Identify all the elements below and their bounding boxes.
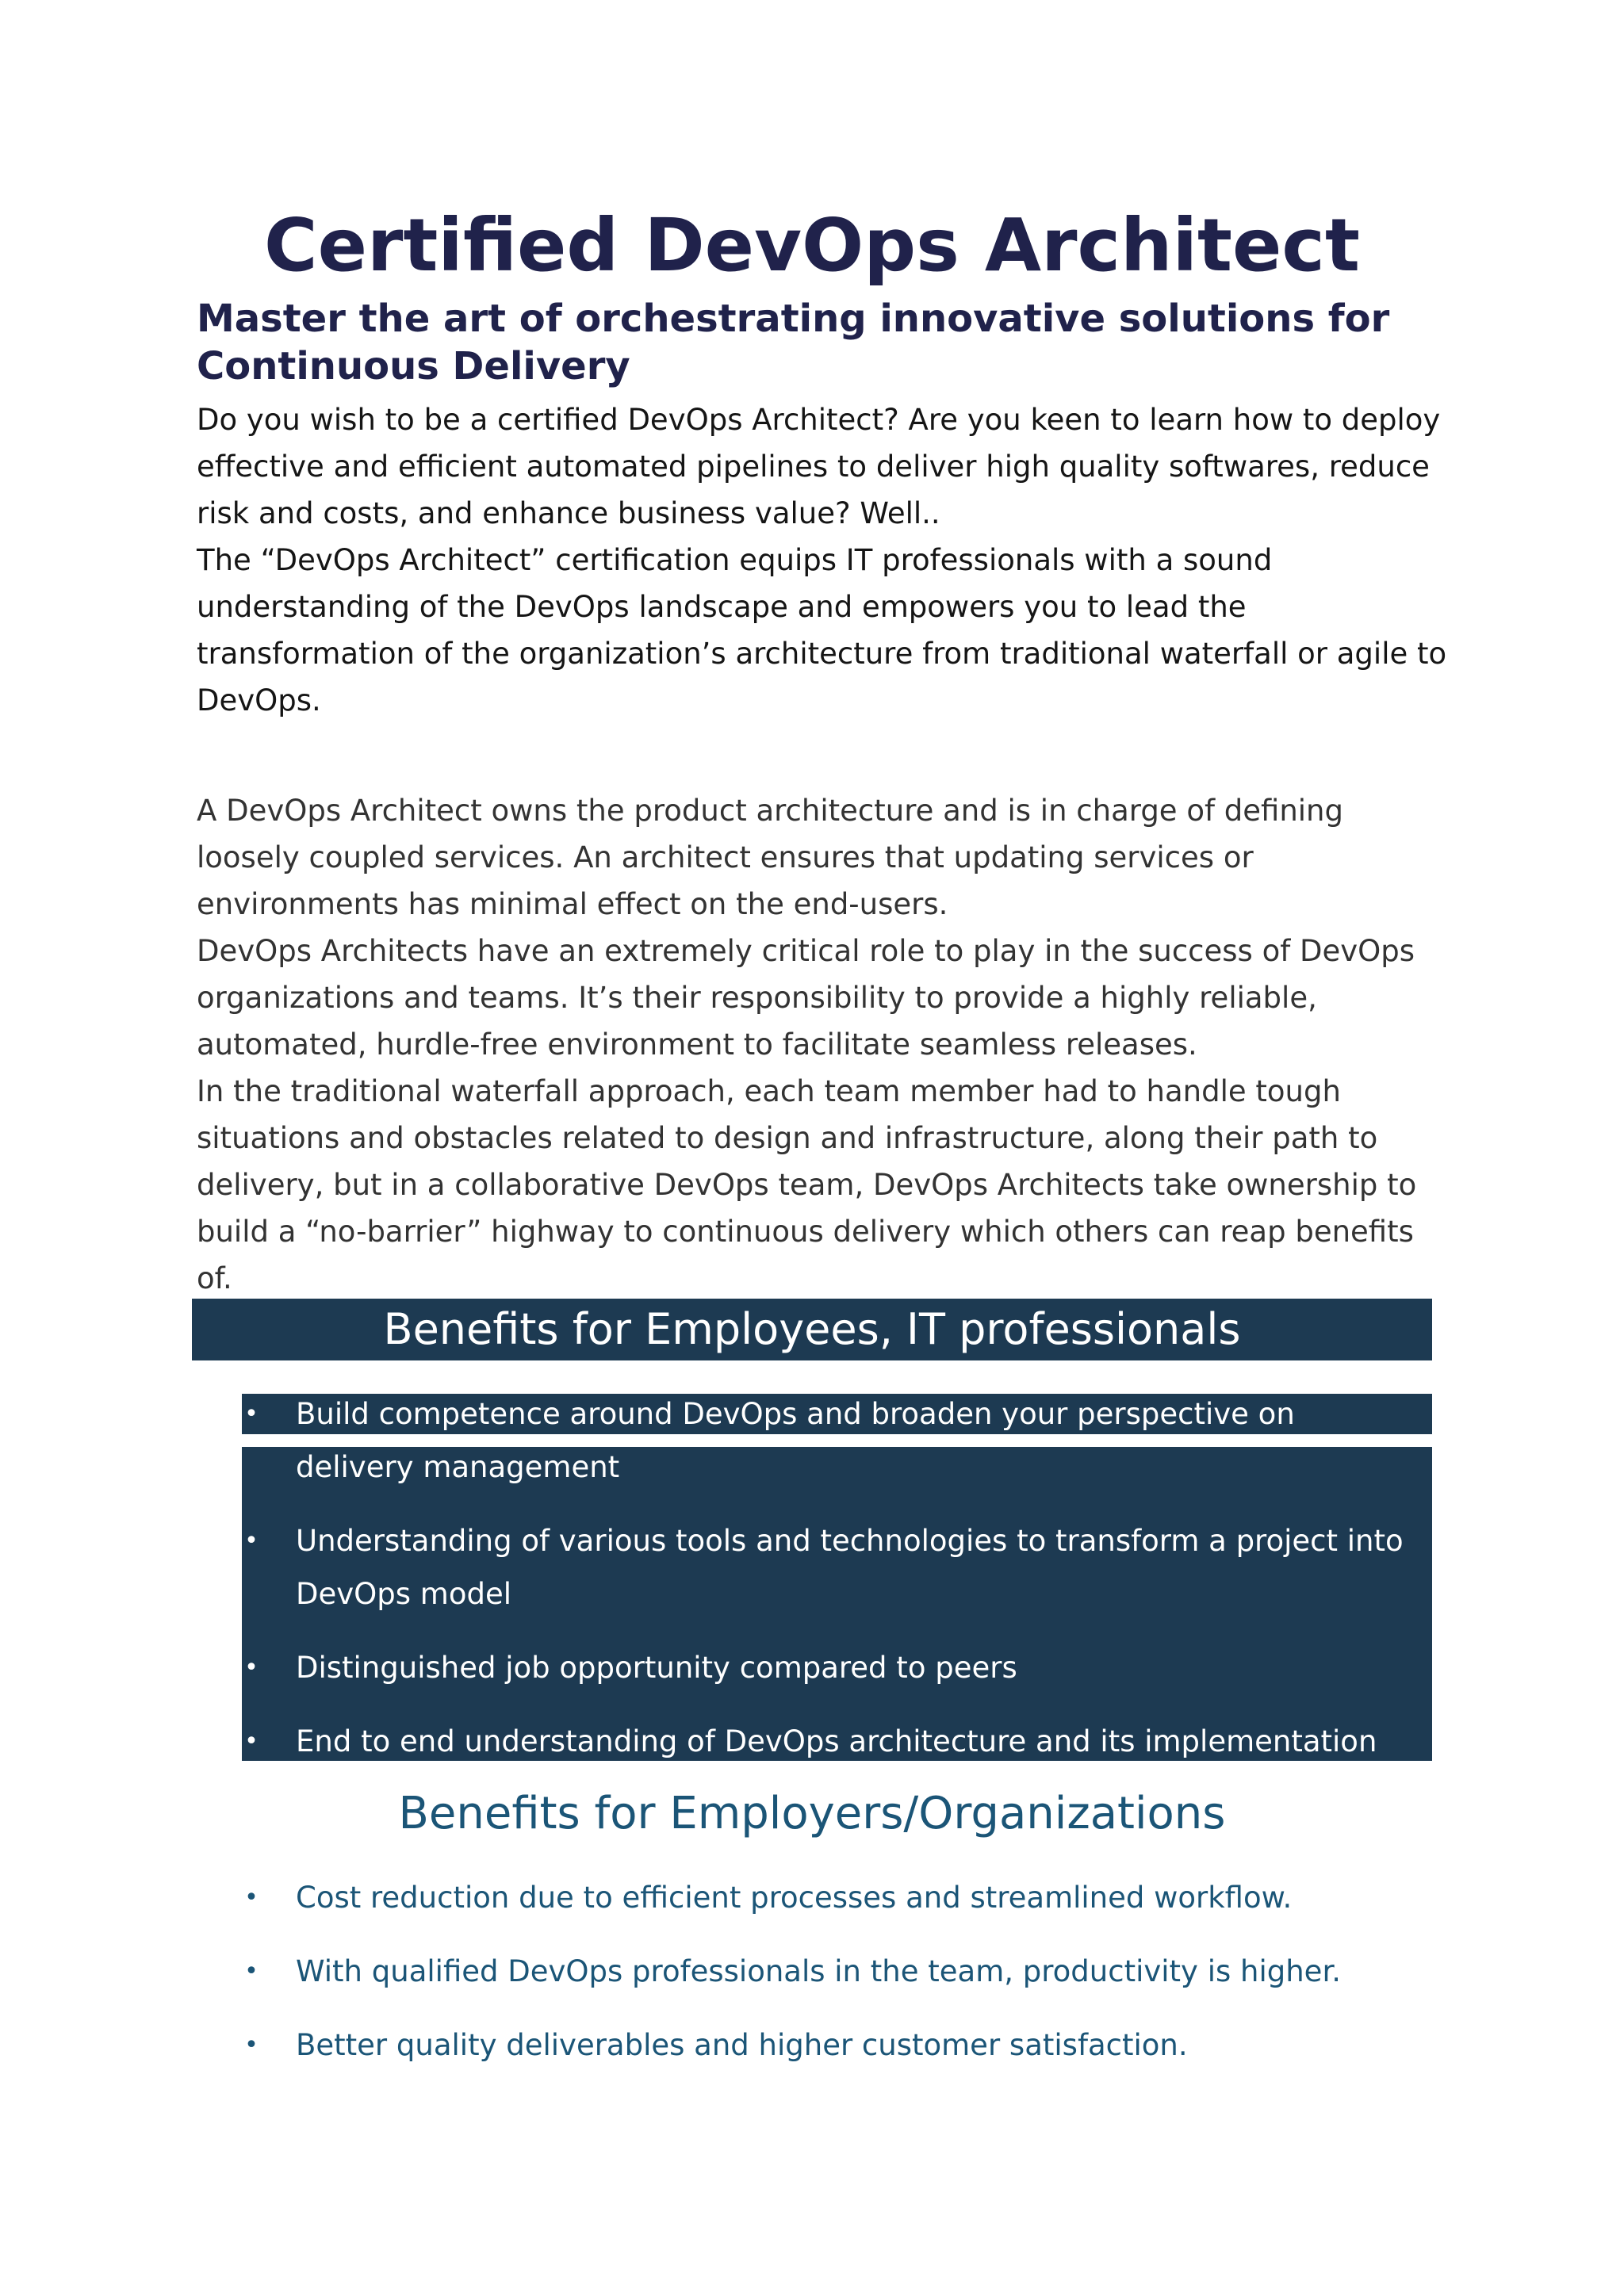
list-item bbox=[242, 1715, 1415, 1768]
intro-section bbox=[197, 396, 1450, 724]
list-item-text: Build competence around DevOps and broaden your perspective on delivery management bbox=[296, 1397, 1295, 1484]
employees-section-heading: Benefits for Employees, IT professionals bbox=[383, 1304, 1241, 1354]
list-item bbox=[242, 1871, 1415, 1924]
bullet-icon: • bbox=[244, 1884, 259, 1911]
employers-section-heading: Benefits for Employers/Organizations bbox=[398, 1788, 1226, 1839]
list-item-text: Better quality deliverables and higher customer satisfaction. bbox=[296, 2028, 1188, 2062]
bullet-icon: • bbox=[244, 2031, 259, 2059]
list-item bbox=[242, 2019, 1415, 2072]
page-subtitle: Master the art of orchestrating innovative solutions for Continuous Delivery bbox=[197, 297, 1390, 388]
list-item-text: End to end understanding of DevOps architecture and its implementation bbox=[296, 1724, 1377, 1758]
body-paragraph: A DevOps Architect owns the product architecture and is in charge of defining loosely coupled services. An architect ensures that updating services or environments has minimal effect on the end-users. bbox=[197, 794, 1343, 921]
body-paragraph: In the traditional waterfall approach, each team member had to handle tough situations and obstacles related to design and infrastructure, along their path to delivery, but in a collaborative DevOps team, DevOps Architects take ownership to build a “no-barrier” highway to continuous delivery which others can reap benefits of. bbox=[197, 1074, 1417, 1295]
body-paragraph: DevOps Architects have an extremely critical role to play in the success of DevOps organizations and teams. It’s their responsibility to provide a highly reliable, automated, hurdle-free environment to facilitate seamless releases. bbox=[197, 934, 1415, 1062]
intro-paragraph: The “DevOps Architect” certification equips IT professionals with a sound understanding of the DevOps landscape and empowers you to lead the transformation of the organization’s architecture from traditional waterfall or agile to DevOps. bbox=[197, 543, 1447, 718]
intro-paragraph: Do you wish to be a certified DevOps Architect? Are you keen to learn how to deploy effective and efficient automated pipelines to deliver high quality softwares, reduce risk and costs, and enhance business value? Well.. bbox=[197, 403, 1441, 530]
bullet-icon: • bbox=[244, 1654, 259, 1682]
bullet-icon: • bbox=[244, 1400, 259, 1428]
employees-benefits-list bbox=[242, 1387, 1415, 1789]
employees-heading-banner bbox=[192, 1299, 1432, 1360]
list-item bbox=[242, 1945, 1415, 1998]
bullet-icon: • bbox=[244, 1728, 259, 1755]
list-item-text: Cost reduction due to efficient processes and streamlined workflow. bbox=[296, 1881, 1293, 1915]
list-item bbox=[242, 1387, 1415, 1494]
page-title: Certified DevOps Architect bbox=[264, 203, 1360, 288]
list-item-text: With qualified DevOps professionals in the team, productivity is higher. bbox=[296, 1954, 1342, 1988]
description-section bbox=[197, 787, 1450, 1302]
employers-benefits-list bbox=[242, 1871, 1415, 2092]
list-item bbox=[242, 1641, 1415, 1694]
bullet-icon: • bbox=[244, 1527, 259, 1555]
bullet-icon: • bbox=[244, 1957, 259, 1985]
list-item bbox=[242, 1514, 1415, 1621]
list-item-text: Understanding of various tools and technologies to transform a project into DevOps model bbox=[296, 1524, 1404, 1611]
list-item-text: Distinguished job opportunity compared to peers bbox=[296, 1651, 1017, 1685]
